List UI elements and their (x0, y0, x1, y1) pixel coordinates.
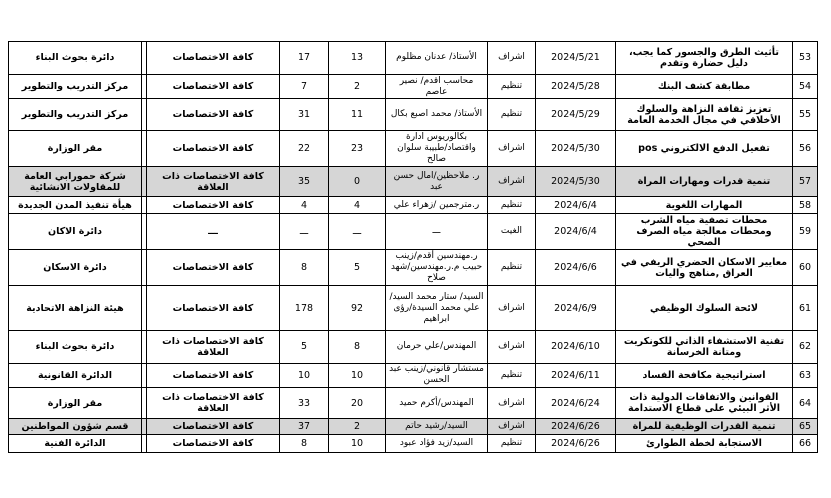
lecturer-cell: ـــ (386, 214, 488, 250)
specialization-cell: ـــ (147, 214, 280, 250)
course-title-cell: تأثيث الطرق والجسور كما يجب، دليل حضارة وتقدم (616, 42, 793, 75)
row-number-cell: 61 (793, 286, 818, 331)
row-number-cell: 60 (793, 250, 818, 286)
activity-type-cell: اشراف (488, 42, 536, 75)
course-title-cell: القوانين والاتفاقات الدولية ذات الأثر البيئي على قطاع الاستدامة (616, 388, 793, 419)
lecturer-cell: محاسب اقدم/ نصير عاصم (386, 74, 488, 98)
activity-type-cell: اشراف (488, 388, 536, 419)
secondary-count-cell: 13 (329, 42, 386, 75)
activity-type-cell: اشراف (488, 286, 536, 331)
date-cell: 2024/6/6 (536, 250, 616, 286)
secondary-count-cell: ـــ (329, 214, 386, 250)
organizing-entity-cell: دائرة الاسكان (9, 250, 142, 286)
specialization-cell: كافة الاختصاصات (147, 197, 280, 214)
date-cell: 2024/5/29 (536, 99, 616, 131)
organizing-entity-cell: مقر الوزارة (9, 388, 142, 419)
lecturer-cell: السيد/ ستار محمد السيد/علي محمد السيدة/رؤى ابراهيم (386, 286, 488, 331)
course-title-cell: استراتيجية مكافحة الفساد (616, 363, 793, 387)
specialization-cell: كافة الاختصاصات (147, 286, 280, 331)
lecturer-cell: بكالوريوس ادارة واقتصاد/طبيبة سلوان صالح (386, 131, 488, 167)
table-row (9, 363, 818, 387)
secondary-count-cell: 2 (329, 74, 386, 98)
row-number-cell: 53 (793, 42, 818, 75)
secondary-count-cell: 92 (329, 286, 386, 331)
date-cell: 2024/6/9 (536, 286, 616, 331)
secondary-count-cell: 11 (329, 99, 386, 131)
table-row (9, 167, 818, 197)
training-courses-table (8, 41, 817, 453)
participants-count-cell: 178 (280, 286, 329, 331)
table-row (9, 434, 818, 452)
participants-count-cell: 22 (280, 131, 329, 167)
lecturer-cell: المهندس/أكرم حميد (386, 388, 488, 419)
date-cell: 2024/5/30 (536, 131, 616, 167)
row-number-cell: 58 (793, 197, 818, 214)
participants-count-cell: ـــ (280, 214, 329, 250)
row-number-cell: 56 (793, 131, 818, 167)
lecturer-cell: السيد/زيد فؤاد عبود (386, 434, 488, 452)
lecturer-cell: ر.مهندسين أقدم/زينب حبيب م.ر.مهندسين/شهد صلاح (386, 250, 488, 286)
table-row (9, 197, 818, 214)
participants-count-cell: 10 (280, 363, 329, 387)
course-title-cell: محطات تصفية مياه الشرب ومحطات معالجة مياه الصرف الصحي (616, 214, 793, 250)
table-row (9, 286, 818, 331)
participants-count-cell: 8 (280, 434, 329, 452)
lecturer-cell: الأستاذ/ محمد اصبع بكال (386, 99, 488, 131)
secondary-count-cell: 20 (329, 388, 386, 419)
participants-count-cell: 7 (280, 74, 329, 98)
lecturer-cell: مستشار قانوني/زينب عبد الحسن (386, 363, 488, 387)
activity-type-cell: اشراف (488, 330, 536, 363)
row-number-cell: 66 (793, 434, 818, 452)
activity-type-cell: تنظيم (488, 250, 536, 286)
secondary-count-cell: 23 (329, 131, 386, 167)
organizing-entity-cell: مركز التدريب والتطوير (9, 99, 142, 131)
date-cell: 2024/5/21 (536, 42, 616, 75)
table-row (9, 330, 818, 363)
organizing-entity-cell: الدائرة الفنية (9, 434, 142, 452)
activity-type-cell: اشراف (488, 167, 536, 197)
activity-type-cell: تنظيم (488, 74, 536, 98)
table-row (9, 99, 818, 131)
specialization-cell: كافة الاختصاصات (147, 363, 280, 387)
specialization-cell: كافة الاختصاصات (147, 131, 280, 167)
course-title-cell: معايير الاسكان الحضري الريفي في العراق ,مناهج واليات (616, 250, 793, 286)
participants-count-cell: 33 (280, 388, 329, 419)
row-number-cell: 64 (793, 388, 818, 419)
specialization-cell: كافة الاختصاصات (147, 99, 280, 131)
organizing-entity-cell: شركة حمورابي العامة للمقاولات الانشائية (9, 167, 142, 197)
course-title-cell: تفعيل الدفع الالكتروني pos (616, 131, 793, 167)
participants-count-cell: 5 (280, 330, 329, 363)
participants-count-cell: 8 (280, 250, 329, 286)
organizing-entity-cell: الدائرة القانونية (9, 363, 142, 387)
specialization-cell: كافة الاختصاصات (147, 42, 280, 75)
activity-type-cell: تنظيم (488, 363, 536, 387)
activity-type-cell: تنظيم (488, 197, 536, 214)
participants-count-cell: 37 (280, 418, 329, 434)
activity-type-cell: اشراف (488, 131, 536, 167)
row-number-cell: 57 (793, 167, 818, 197)
specialization-cell: كافة الاختصاصات (147, 418, 280, 434)
organizing-entity-cell: مركز التدريب والتطوير (9, 74, 142, 98)
date-cell: 2024/6/26 (536, 434, 616, 452)
specialization-cell: كافة الاختصاصات (147, 74, 280, 98)
secondary-count-cell: 8 (329, 330, 386, 363)
activity-type-cell: اشراف (488, 418, 536, 434)
row-number-cell: 54 (793, 74, 818, 98)
participants-count-cell: 17 (280, 42, 329, 75)
secondary-count-cell: 0 (329, 167, 386, 197)
lecturer-cell: ر. ملاحظين/امال حسن عبد (386, 167, 488, 197)
organizing-entity-cell: دائرة بحوث البناء (9, 330, 142, 363)
activity-type-cell: تنظيم (488, 434, 536, 452)
row-number-cell: 59 (793, 214, 818, 250)
participants-count-cell: 4 (280, 197, 329, 214)
course-title-cell: تنمية قدرات ومهارات المراة (616, 167, 793, 197)
table-row (9, 214, 818, 250)
lecturer-cell: السيد/رشيد حاتم (386, 418, 488, 434)
table-row (9, 74, 818, 98)
organizing-entity-cell: مقر الوزارة (9, 131, 142, 167)
course-title-cell: تقنية الاستشفاء الذاتي للكونكريت ومتانة الخرسانة (616, 330, 793, 363)
date-cell: 2024/6/4 (536, 197, 616, 214)
row-number-cell: 62 (793, 330, 818, 363)
lecturer-cell: المهندس/علي حرمان (386, 330, 488, 363)
date-cell: 2024/6/26 (536, 418, 616, 434)
date-cell: 2024/5/28 (536, 74, 616, 98)
date-cell: 2024/6/10 (536, 330, 616, 363)
row-number-cell: 63 (793, 363, 818, 387)
secondary-count-cell: 5 (329, 250, 386, 286)
specialization-cell: كافة الاختصاصات (147, 434, 280, 452)
organizing-entity-cell: دائرة بحوث البناء (9, 42, 142, 75)
course-title-cell: تعزيز ثقافة النزاهة والسلوك الأخلاقي في مجال الخدمة العامة (616, 99, 793, 131)
specialization-cell: كافة الاختصاصات (147, 250, 280, 286)
table-row (9, 388, 818, 419)
date-cell: 2024/6/11 (536, 363, 616, 387)
course-title-cell: المهارات اللغوية (616, 197, 793, 214)
table-row (9, 131, 818, 167)
secondary-count-cell: 10 (329, 363, 386, 387)
secondary-count-cell: 4 (329, 197, 386, 214)
specialization-cell: كافة الاختصاصات ذات العلاقة (147, 167, 280, 197)
specialization-cell: كافة الاختصاصات ذات العلاقة (147, 388, 280, 419)
secondary-count-cell: 2 (329, 418, 386, 434)
table-row (9, 42, 818, 75)
specialization-cell: كافة الاختصاصات ذات العلاقة (147, 330, 280, 363)
activity-type-cell: تنظيم (488, 99, 536, 131)
course-title-cell: تنمية القدرات الوظيفية للمراة (616, 418, 793, 434)
participants-count-cell: 31 (280, 99, 329, 131)
lecturer-cell: ر.مترجمين /زهراء علي (386, 197, 488, 214)
participants-count-cell: 35 (280, 167, 329, 197)
organizing-entity-cell: هيأة تنفيذ المدن الجديدة (9, 197, 142, 214)
course-title-cell: لائحة السلوك الوظيفي (616, 286, 793, 331)
course-title-cell: مطابقة كشف البنك (616, 74, 793, 98)
organizing-entity-cell: هيئة النزاهة الاتحادية (9, 286, 142, 331)
course-title-cell: الاستجابة لخطة الطوارئ (616, 434, 793, 452)
date-cell: 2024/5/30 (536, 167, 616, 197)
organizing-entity-cell: قسم شؤون المواطنين (9, 418, 142, 434)
organizing-entity-cell: دائرة الاكان (9, 214, 142, 250)
table-row (9, 418, 818, 434)
date-cell: 2024/6/24 (536, 388, 616, 419)
lecturer-cell: الأستاذ/ عدنان مظلوم (386, 42, 488, 75)
table-row (9, 250, 818, 286)
date-cell: 2024/6/4 (536, 214, 616, 250)
activity-type-cell: الغيت (488, 214, 536, 250)
secondary-count-cell: 10 (329, 434, 386, 452)
row-number-cell: 55 (793, 99, 818, 131)
row-number-cell: 65 (793, 418, 818, 434)
